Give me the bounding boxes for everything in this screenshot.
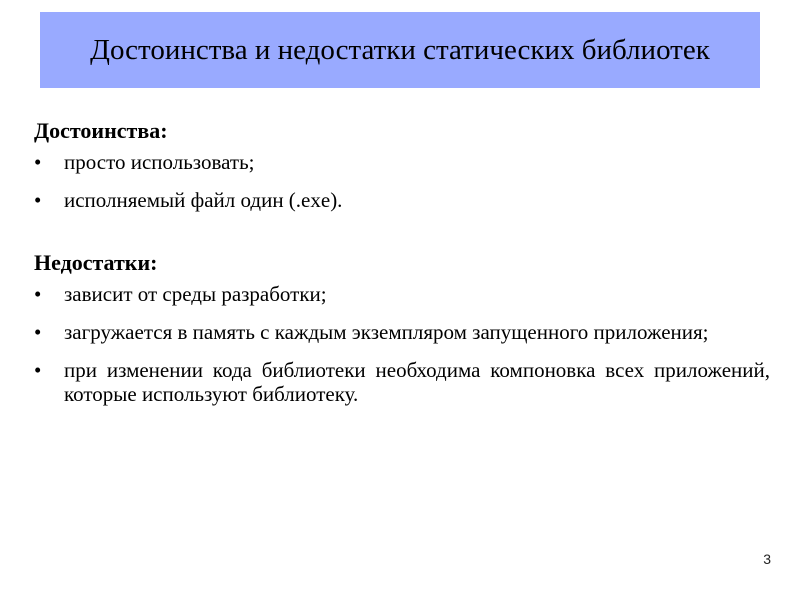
list-item-text: зависит от среды разработки; xyxy=(64,282,327,306)
list-item-text: просто использовать; xyxy=(64,150,255,174)
slide-title: Достоинства и недостатки статических библиотек xyxy=(90,33,710,66)
bullet-icon: • xyxy=(34,358,42,382)
page-number: 3 xyxy=(763,551,771,567)
advantages-heading: Достоинства: xyxy=(34,118,168,143)
title-bar xyxy=(40,12,760,88)
advantages-list xyxy=(34,150,770,212)
list-item-text: загружается в память с каждым экземпляром запущенного приложения; xyxy=(64,320,709,344)
disadvantages-list xyxy=(34,282,770,406)
bullet-icon: • xyxy=(34,150,42,174)
list-item xyxy=(34,320,770,344)
section-spacer xyxy=(34,226,770,250)
list-item xyxy=(34,150,770,174)
bullet-icon: • xyxy=(34,320,42,344)
bullet-icon: • xyxy=(34,188,42,212)
list-item xyxy=(34,282,770,306)
bullet-icon: • xyxy=(34,282,42,306)
disadvantages-heading: Недостатки: xyxy=(34,250,158,275)
slide-content xyxy=(34,118,770,420)
list-item-text: при изменении кода библиотеки необходима компоновка всех приложений, которые используют библиотеку. xyxy=(64,358,770,406)
list-item xyxy=(34,358,770,406)
list-item xyxy=(34,188,770,212)
list-item-text: исполняемый файл один (.exe). xyxy=(64,188,343,212)
